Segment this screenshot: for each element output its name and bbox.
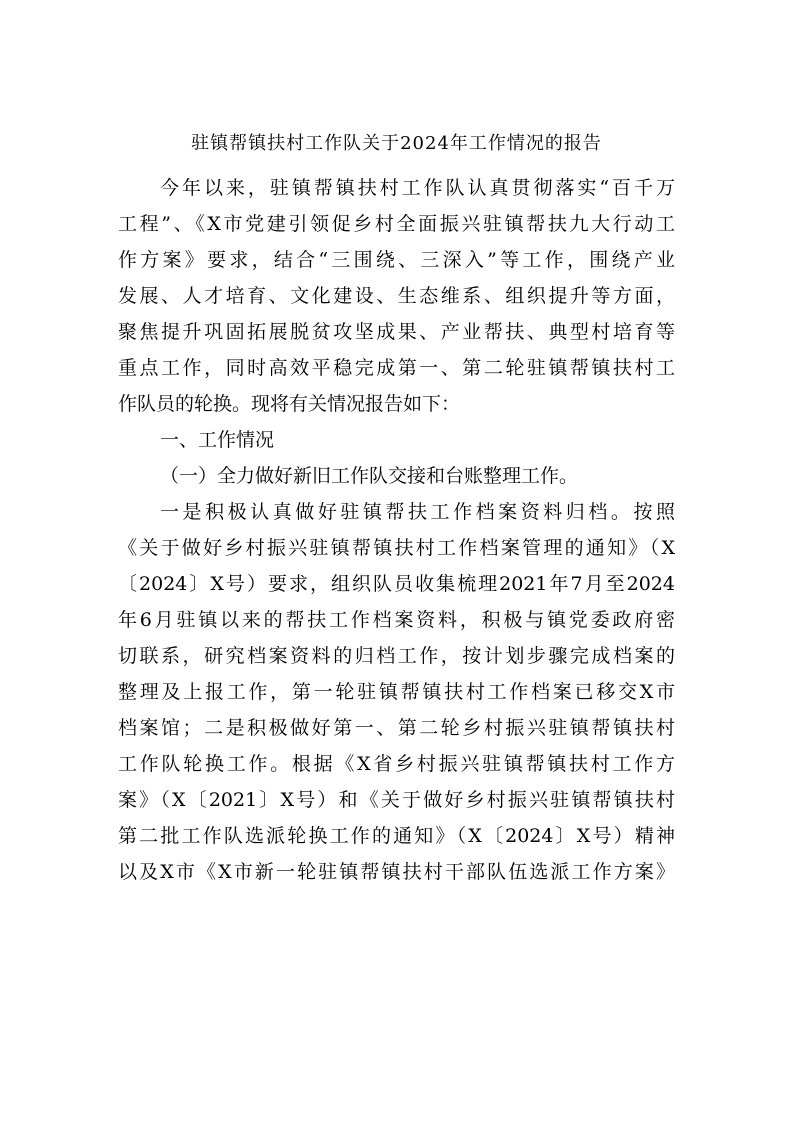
paragraph-line: 第二批工作队选派轮换工作的通知》（X〔2024〕X号）精神 xyxy=(118,825,675,847)
paragraph-line: 切联系，研究档案资料的归档工作，按计划步骤完成档案的 xyxy=(118,645,675,667)
paragraph-line: 作队员的轮换。现将有关情况报告如下： xyxy=(118,393,461,415)
paragraph-line: 聚焦提升巩固拓展脱贫攻坚成果、产业帮扶、典型村培育等 xyxy=(118,321,675,343)
subsection-heading: （一）全力做好新旧工作队交接和台账整理工作。 xyxy=(160,465,579,487)
paragraph-line: 今年以来，驻镇帮镇扶村工作队认真贯彻落实“百千万 xyxy=(160,177,675,199)
paragraph-line: 《关于做好乡村振兴驻镇帮镇扶村工作档案管理的通知》（X xyxy=(118,537,675,559)
section-heading: 一、工作情况 xyxy=(160,429,275,451)
paragraph-line: 作方案》要求，结合“三围绕、三深入”等工作，围绕产业 xyxy=(118,249,675,271)
paragraph-line: 〔2024〕X号）要求，组织队员收集梳理2021年7月至2024 xyxy=(118,573,675,595)
paragraph-line: 年6月驻镇以来的帮扶工作档案资料，积极与镇党委政府密 xyxy=(118,609,675,631)
paragraph-line: 档案馆；二是积极做好第一、第二轮乡村振兴驻镇帮镇扶村 xyxy=(118,717,675,739)
paragraph-line: 以及X市《X市新一轮驻镇帮镇扶村干部队伍选派工作方案》 xyxy=(118,861,675,883)
paragraph-line: 一是积极认真做好驻镇帮扶工作档案资料归档。按照 xyxy=(160,501,675,523)
paragraph-line: 发展、人才培育、文化建设、生态维系、组织提升等方面， xyxy=(118,285,675,307)
document-title: 驻镇帮镇扶村工作队关于2024年工作情况的报告 xyxy=(191,133,602,154)
paragraph-line: 重点工作，同时高效平稳完成第一、第二轮驻镇帮镇扶村工 xyxy=(118,357,675,379)
paragraph-line: 工作队轮换工作。根据《X省乡村振兴驻镇帮镇扶村工作方 xyxy=(118,753,675,775)
paragraph-line: 整理及上报工作，第一轮驻镇帮镇扶村工作档案已移交X市 xyxy=(118,681,675,703)
paragraph-line: 工程”、《X市党建引领促乡村全面振兴驻镇帮扶九大行动工 xyxy=(118,213,675,235)
paragraph-line: 案》（X〔2021〕X号）和《关于做好乡村振兴驻镇帮镇扶村 xyxy=(118,789,675,811)
